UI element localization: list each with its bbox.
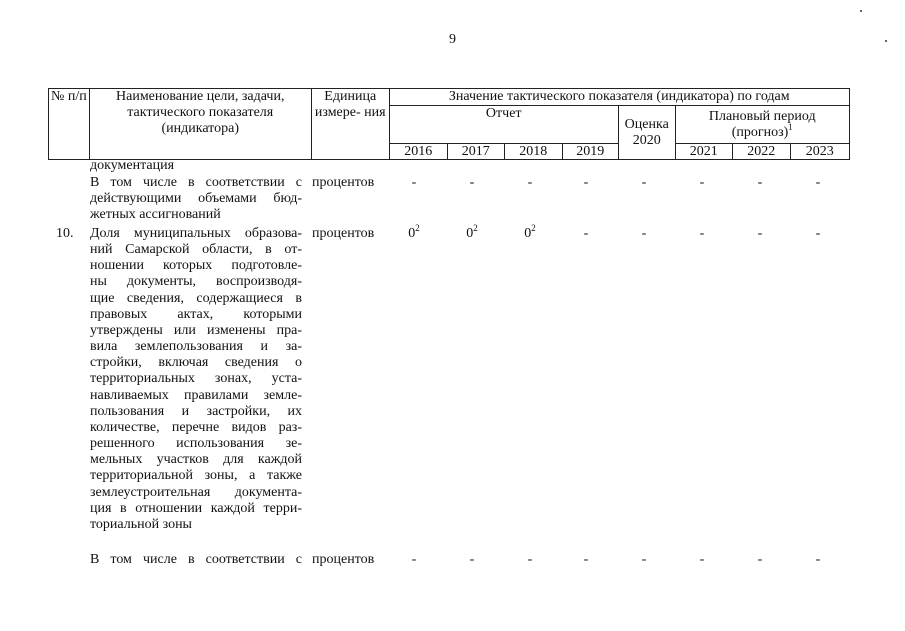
row-text-line: мельных участков для каждой xyxy=(90,452,302,468)
page-number: 9 xyxy=(449,32,456,47)
row-value xyxy=(687,226,717,242)
header-name-cell xyxy=(89,89,311,160)
row-value xyxy=(629,552,659,568)
row-unit: процентов xyxy=(312,552,375,567)
row-value-text: 0 xyxy=(408,226,416,241)
row-indicator-text xyxy=(90,226,302,533)
row-value-text: - xyxy=(641,226,647,241)
row-text-line: навливаемых правилами земле- xyxy=(90,387,302,403)
row-text-line: пользования и застройки, их xyxy=(90,403,302,419)
row-value xyxy=(803,175,833,191)
header-values-group xyxy=(389,89,849,106)
header-year-2022: 2022 xyxy=(732,144,790,160)
row-value-text: - xyxy=(757,226,763,241)
row-indicator-text xyxy=(90,175,302,223)
header-estimate-cell xyxy=(618,106,675,160)
row-value-footnote: 2 xyxy=(473,223,478,233)
header-plan-label: Плановый период (прогноз) xyxy=(708,108,816,140)
row-text-line: вила землепользования и за- xyxy=(90,339,302,355)
row-indicator-text xyxy=(90,552,302,568)
row-value-text: - xyxy=(815,552,821,567)
row-value xyxy=(571,175,601,191)
row-text-line: решенного использования зе- xyxy=(90,436,302,452)
row-unit: процентов xyxy=(312,226,375,241)
row-value xyxy=(803,552,833,568)
row-text-line: жетных ассигнований xyxy=(90,207,221,223)
row-text-line: ний Самарской области, в от- xyxy=(90,242,302,258)
row-value xyxy=(515,223,545,242)
header-year-2019: 2019 xyxy=(562,144,618,160)
row-text-line: щие сведения, содержащиеся в xyxy=(90,290,302,306)
row-text-line: действующими объемами бюд- xyxy=(90,191,302,207)
row-value xyxy=(629,226,659,242)
row-value xyxy=(571,226,601,242)
row-text-line: ны документы, воспроизводя- xyxy=(90,274,302,290)
row-value-text: 0 xyxy=(466,226,474,241)
row-value-text: - xyxy=(757,175,763,190)
row-value-text: - xyxy=(469,552,475,567)
row-text-line: Доля муниципальных образова- xyxy=(90,226,302,241)
row-value-text: - xyxy=(699,552,705,567)
row-value xyxy=(515,175,545,191)
row-value-text: - xyxy=(527,552,533,567)
row-value-text: - xyxy=(583,552,589,567)
scan-speck xyxy=(885,40,887,42)
row-text-line: правовых актах, которыми xyxy=(90,306,302,322)
header-num-label: № п/п xyxy=(51,89,87,104)
row-value-text: - xyxy=(699,175,705,190)
row-text-line: ношении которых подготовле- xyxy=(90,258,302,274)
row-value xyxy=(399,175,429,191)
header-plan-cell xyxy=(675,106,849,144)
row-text-line: количестве, перечне видов раз- xyxy=(90,419,302,435)
header-report-label: Отчет xyxy=(485,106,522,121)
header-year-2023: 2023 xyxy=(790,144,849,160)
row-value-text: - xyxy=(757,552,763,567)
row-number: 10. xyxy=(56,226,74,241)
row-unit: процентов xyxy=(312,175,375,190)
row-value xyxy=(457,552,487,568)
row-value-footnote: 2 xyxy=(531,223,536,233)
row-value-text: - xyxy=(411,552,417,567)
row-value xyxy=(687,175,717,191)
row-value xyxy=(515,552,545,568)
row-text-line: В том числе в соответствии с xyxy=(90,175,302,190)
indicator-table-header xyxy=(48,88,850,160)
header-unit-label: Единица измере- ния xyxy=(314,89,386,120)
row-text-line: территориальной зоны, а также xyxy=(90,468,302,484)
row-value-text: - xyxy=(699,226,705,241)
header-report-cell xyxy=(389,106,618,144)
row-value xyxy=(687,552,717,568)
row-text-line: В том числе в соответствии с xyxy=(90,552,302,567)
scan-speck xyxy=(860,10,862,12)
header-plan-footnote: 1 xyxy=(788,121,793,132)
row-value xyxy=(629,175,659,191)
header-num-cell xyxy=(49,89,90,160)
row-value-text: - xyxy=(583,175,589,190)
row-value xyxy=(571,552,601,568)
row-text-line: землеустроительная документа- xyxy=(90,484,302,500)
row-value-footnote: 2 xyxy=(415,223,420,233)
header-year-2016: 2016 xyxy=(389,144,447,160)
row-value-text: - xyxy=(815,175,821,190)
row-value-text: - xyxy=(641,175,647,190)
row-value xyxy=(399,552,429,568)
row-indicator-text xyxy=(90,158,302,174)
row-value xyxy=(457,175,487,191)
header-year-2017: 2017 xyxy=(447,144,504,160)
row-value-text: - xyxy=(411,175,417,190)
header-estimate-label: Оценка 2020 xyxy=(624,116,669,148)
row-value xyxy=(457,223,487,242)
row-value-text: - xyxy=(815,226,821,241)
header-values-group-label: Значение тактического показателя (индикатора) по годам xyxy=(448,89,790,104)
row-value-text: - xyxy=(583,226,589,241)
header-unit-cell xyxy=(311,89,389,160)
row-text-line: территориальных зонах, уста- xyxy=(90,371,302,387)
row-text-line: стройки, включая сведения о xyxy=(90,355,302,371)
row-value-text: - xyxy=(469,175,475,190)
row-value xyxy=(399,223,429,242)
row-value xyxy=(745,175,775,191)
header-name-label: Наименование цели, задачи, тактического показателя (индикатора) xyxy=(116,89,285,136)
row-value xyxy=(745,226,775,242)
row-text-line: ториальной зоны xyxy=(90,516,192,532)
row-value-text: - xyxy=(641,552,647,567)
row-text-line: документация xyxy=(90,158,175,173)
row-text-line: ция в отношении каждой терри- xyxy=(90,500,302,516)
header-year-2021: 2021 xyxy=(675,144,732,160)
header-year-2018: 2018 xyxy=(504,144,562,160)
row-value xyxy=(803,226,833,242)
row-value-text: 0 xyxy=(524,226,532,241)
row-value-text: - xyxy=(527,175,533,190)
row-text-line: утверждены или изменены пра- xyxy=(90,322,302,338)
row-value xyxy=(745,552,775,568)
